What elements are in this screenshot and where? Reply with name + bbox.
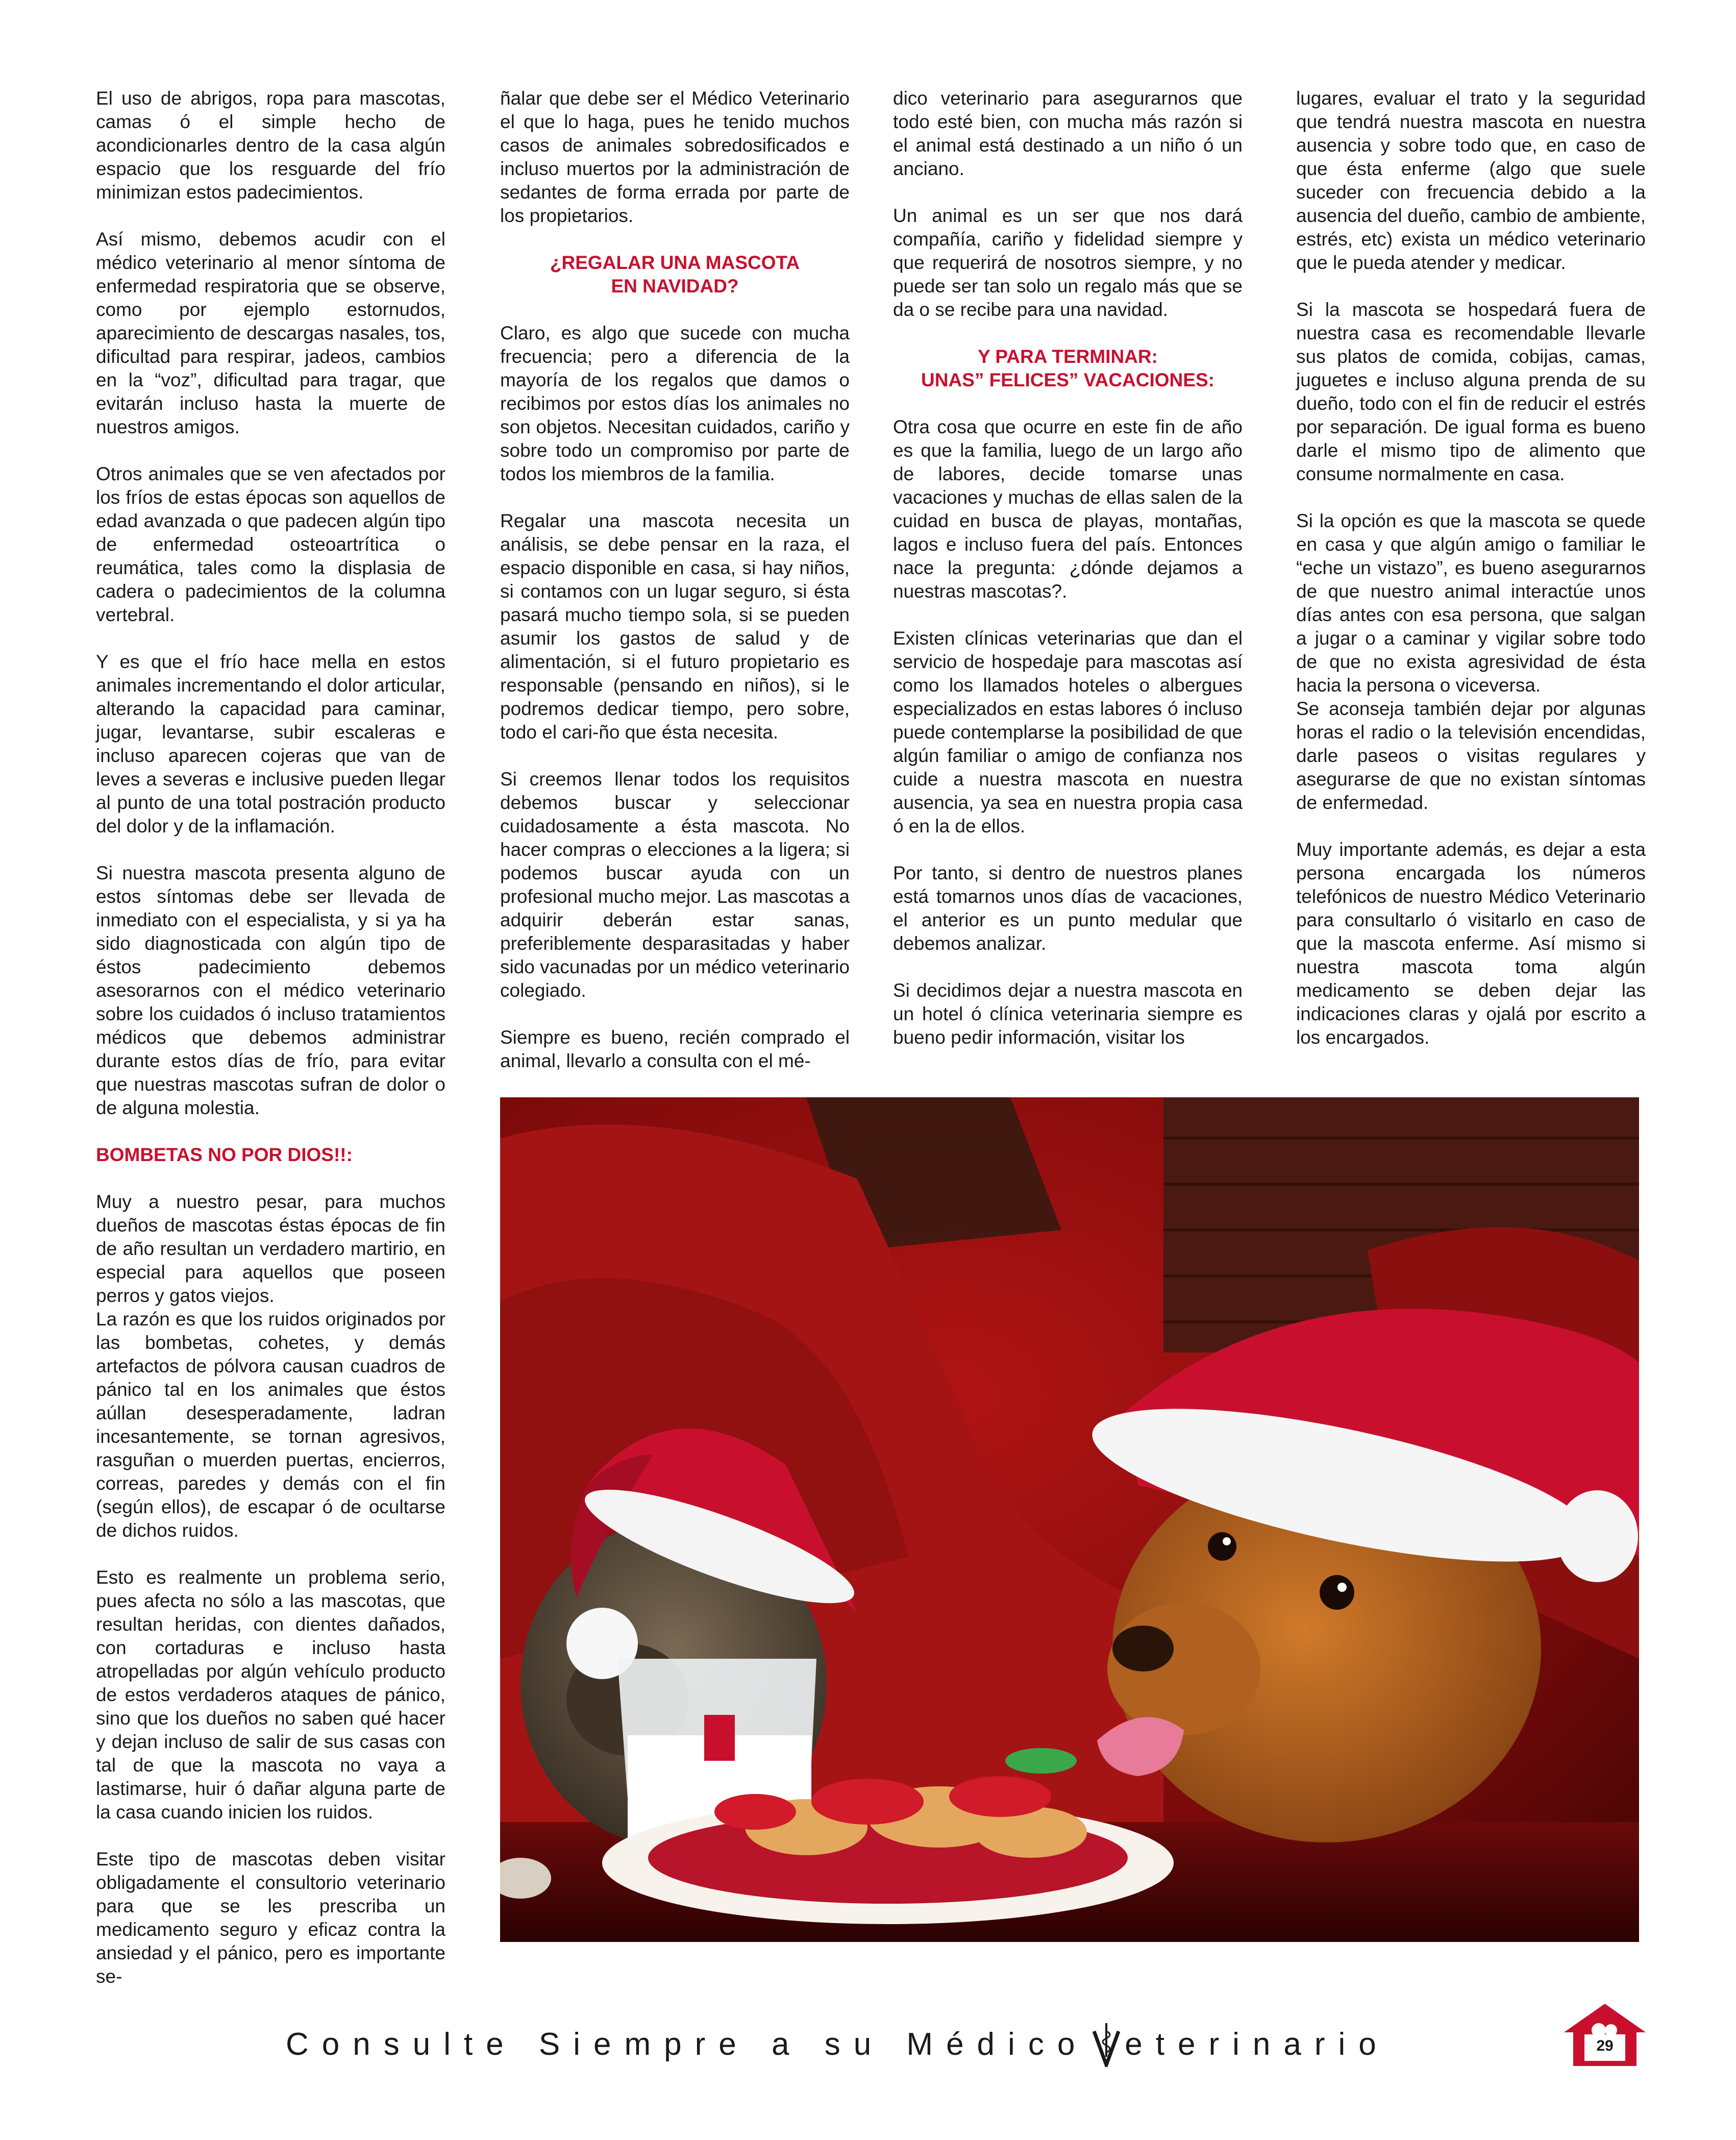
paragraph: lugares, evaluar el trato y la seguridad que tendrá nuestra mascota en nuestra ausencia y sobre todo que, en caso de que ésta enferme (algo que suele suceder con frecuencia debido a la ausencia del dueño, cambio de ambiente, estrés, etc) exista un médico veterinario que le pueda atender y medicar. bbox=[1296, 88, 1646, 273]
paragraph: dico veterinario para asegurarnos que todo esté bien, con mucha más razón si el animal está destinado a un niño ó un anciano. bbox=[893, 88, 1243, 179]
paragraph: Por tanto, si dentro de nuestros planes está tomarnos unos días de vacaciones, el anterior es un punto medular que debemos analizar. bbox=[893, 863, 1243, 954]
page-number: 29 bbox=[1596, 2037, 1614, 2054]
article-column-3 bbox=[893, 87, 1243, 1073]
section-heading-regalar bbox=[500, 251, 850, 298]
paragraph: ñalar que debe ser el Médico Veterinario el que lo haga, pues he tenido muchos casos de animales sobredosificados e incluso muertos por la administración de sedantes de forma errada por parte de los propietarios. bbox=[500, 88, 850, 226]
paragraph: Existen clínicas veterinarias que dan el servicio de hospedaje para mascotas así como los llamados hoteles o albergues especializados en estas labores ó incluso puede contemplarse la posibilidad de que algún familiar o amigo de confianza nos cuide a nuestra mascota en nuestra ausencia, ya sea en nuestra propia casa ó en la de ellos. bbox=[893, 628, 1243, 837]
paragraph: Si la mascota se hospedará fuera de nuestra casa es recomendable llevarle sus platos de comida, cobijas, camas, juguetes e incluso alguna prenda de su dueño, todo con el fin de reducir el estrés por separación. De igual forma es bueno darle el mismo tipo de alimento que consume normalmente en casa. bbox=[1296, 299, 1646, 484]
heading-line: UNAS” FELICES” VACACIONES: bbox=[921, 370, 1214, 390]
veterinary-caduceus-icon bbox=[1091, 2021, 1122, 2067]
heading-line: ¿REGALAR UNA MASCOTA bbox=[550, 252, 800, 273]
section-heading-vacaciones bbox=[893, 345, 1243, 392]
paragraph: Si decidimos dejar a nuestra mascota en un hotel ó clínica veterinaria siempre es bueno pedir información, visitar los bbox=[893, 980, 1243, 1048]
paragraph: Si creemos llenar todos los requisitos debemos buscar y seleccionar cuidadosamente a ésta mascota. No hacer compras o elecciones a la ligera; si podemos buscar ayuda con un profesional mucho mejor. Las mascotas a adquirir deberán estar sanas, preferiblemente desparasitadas y haber sido vacunadas por un médico veterinario colegiado. bbox=[500, 769, 850, 1001]
paragraph: Muy importante además, es dejar a esta persona encargada los números telefónicos de nuestro Médico Veterinario para consultarlo ó visitarlo en caso de que la mascota enferme. Así mismo si nuestra mascota toma algún medicamento se deben dejar las indicaciones claras y ojalá por escrito a los encargados. bbox=[1296, 839, 1646, 1048]
paragraph: Y es que el frío hace mella en estos animales incrementando el dolor articular, alterando la capacidad para caminar, jugar, levantarse, subir escaleras e incluso aparecen cojeras que van de leves a severas e inclusive pueden llegar al punto de una total postración producto del dolor y de la inflamación. bbox=[96, 651, 445, 837]
heading-line: EN NAVIDAD? bbox=[611, 276, 739, 297]
footer-tagline bbox=[286, 2019, 1459, 2070]
footer-text-end: eterinario bbox=[1125, 2026, 1390, 2062]
footer-text: Consulte Siempre a su Médico bbox=[286, 2026, 1088, 2062]
photo-illustration bbox=[500, 1097, 1639, 1942]
paragraph: Otra cosa que ocurre en este fin de año es que la familia, luego de un largo año de labores, decide tomarse unas vacaciones y muchas de ellas salen de la cuidad en busca de playas, montañas, lagos e incluso fuera del país. Entonces nace la pregunta: ¿dónde dejamos a nuestras mascotas?. bbox=[893, 416, 1243, 602]
paragraph: Un animal es un ser que nos dará compañía, cariño y fidelidad siempre y que requerirá de nosotros siempre, y no puede ser tan solo un regalo más que se da o se recibe para una navidad. bbox=[893, 205, 1243, 320]
paragraph: Si la opción es que la mascota se quede en casa y que algún amigo o familiar le “eche un vistazo”, es bueno asegurarnos de que nuestro animal interactúe unos días antes con esa persona, que salgan a jugar o a caminar y vigilar sobre todo de que no exista agresividad de ésta hacia la persona o viceversa. bbox=[1296, 510, 1646, 696]
paragraph: Otros animales que se ven afectados por los fríos de estas épocas son aquellos de edad avanzada o que padecen algún tipo de enfermedad osteoartrítica o reumática, tales como la displasia de cadera o padecimientos de la columna vertebral. bbox=[96, 463, 445, 625]
paragraph: Esto es realmente un problema serio, pues afecta no sólo a las mascotas, que resultan heridas, con dientes dañados, con cortaduras e incluso hasta atropelladas por algún vehículo producto de estos verdaderos ataques de pánico, sino que los dueños no saben qué hacer y dejan incluso de salir de sus casas con tal de que la mascota no vaya a lastimarse, huir ó dañar alguna parte de la casa cuando inicien los ruidos. bbox=[96, 1567, 445, 1823]
section-heading-bombetas: BOMBETAS NO POR DIOS!!: bbox=[96, 1144, 353, 1165]
christmas-pets-photo bbox=[500, 1097, 1639, 1942]
house-badge-icon bbox=[1559, 2001, 1651, 2072]
paragraph: Claro, es algo que sucede con mucha frecuencia; pero a diferencia de la mayoría de los regalos que damos o recibimos por estos días los animales no son objetos. Necesitan cuidados, cariño y sobre todo un compromiso por parte de todos los miembros de la familia. bbox=[500, 323, 850, 484]
article-column-1 bbox=[96, 87, 445, 2012]
paragraph: La razón es que los ruidos originados por las bombetas, cohetes, y demás artefactos de pólvora causan cuadros de pánico tal en los animales que éstos aúllan desesperadamente, ladran incesantemente, se tornan agresivos, rasguñan o muerden puertas, encierros, correas, paredes y demás con el fin (según ellos), de escapar ó de ocultarse de dichos ruidos. bbox=[96, 1309, 445, 1541]
paragraph: Siempre es bueno, recién comprado el animal, llevarlo a consulta con el mé- bbox=[500, 1027, 850, 1071]
heading-line: Y PARA TERMINAR: bbox=[978, 346, 1158, 367]
paragraph: Se aconseja también dejar por algunas horas el radio o la televisión encendidas, darle paseos o visitas regulares y asegurarse de que no existan síntomas de enfermedad. bbox=[1296, 698, 1646, 813]
paragraph: Muy a nuestro pesar, para muchos dueños de mascotas éstas épocas de fin de año resultan un verdadero martirio, en especial para aquellos que poseen perros y gatos viejos. bbox=[96, 1191, 445, 1306]
paragraph: Este tipo de mascotas deben visitar obligadamente el consultorio veterinario para que se les prescriba un medicamento seguro y eficaz contra la ansiedad y el pánico, pero es importante se- bbox=[96, 1849, 445, 1987]
page-number-badge bbox=[1559, 2001, 1651, 2072]
paragraph: Regalar una mascota necesita un análisis, se debe pensar en la raza, el espacio disponible en casa, si hay niños, si contamos con un lugar seguro, si ésta pasará mucho tiempo sola, si se pueden asumir los gastos de salud y de alimentación, si el futuro propietario es responsable (pensando en niños), si le podremos dedicar tiempo, pero sobre, todo el cari-ño que ésta necesita. bbox=[500, 510, 850, 743]
article-column-2 bbox=[500, 87, 850, 1096]
paragraph: Así mismo, debemos acudir con el médico veterinario al menor síntoma de enfermedad respiratoria que se observe, como por ejemplo estornudos, aparecimiento de descargas nasales, tos, dificultad para respirar, jadeos, cambios en la “voz”, dificultad para tragar, que evitarán incluso hasta la muerte de nuestros amigos. bbox=[96, 229, 445, 437]
article-column-4 bbox=[1296, 87, 1646, 1073]
paragraph: El uso de abrigos, ropa para mascotas, camas ó el simple hecho de acondicionarles dentro de la casa algún espacio que los resguarde del frío minimizan estos padecimientos. bbox=[96, 88, 445, 203]
paragraph: Si nuestra mascota presenta alguno de estos síntomas debe ser llevada de inmediato con el especialista, y si ya ha sido diagnosticada con algún tipo de éstos padecimiento debemos asesorarnos con el médico veterinario sobre los cuidados ó incluso tratamientos médicos que debemos administrar durante estos días de frío, para evitar que nuestras mascotas sufran de dolor o de alguna molestia. bbox=[96, 863, 445, 1118]
